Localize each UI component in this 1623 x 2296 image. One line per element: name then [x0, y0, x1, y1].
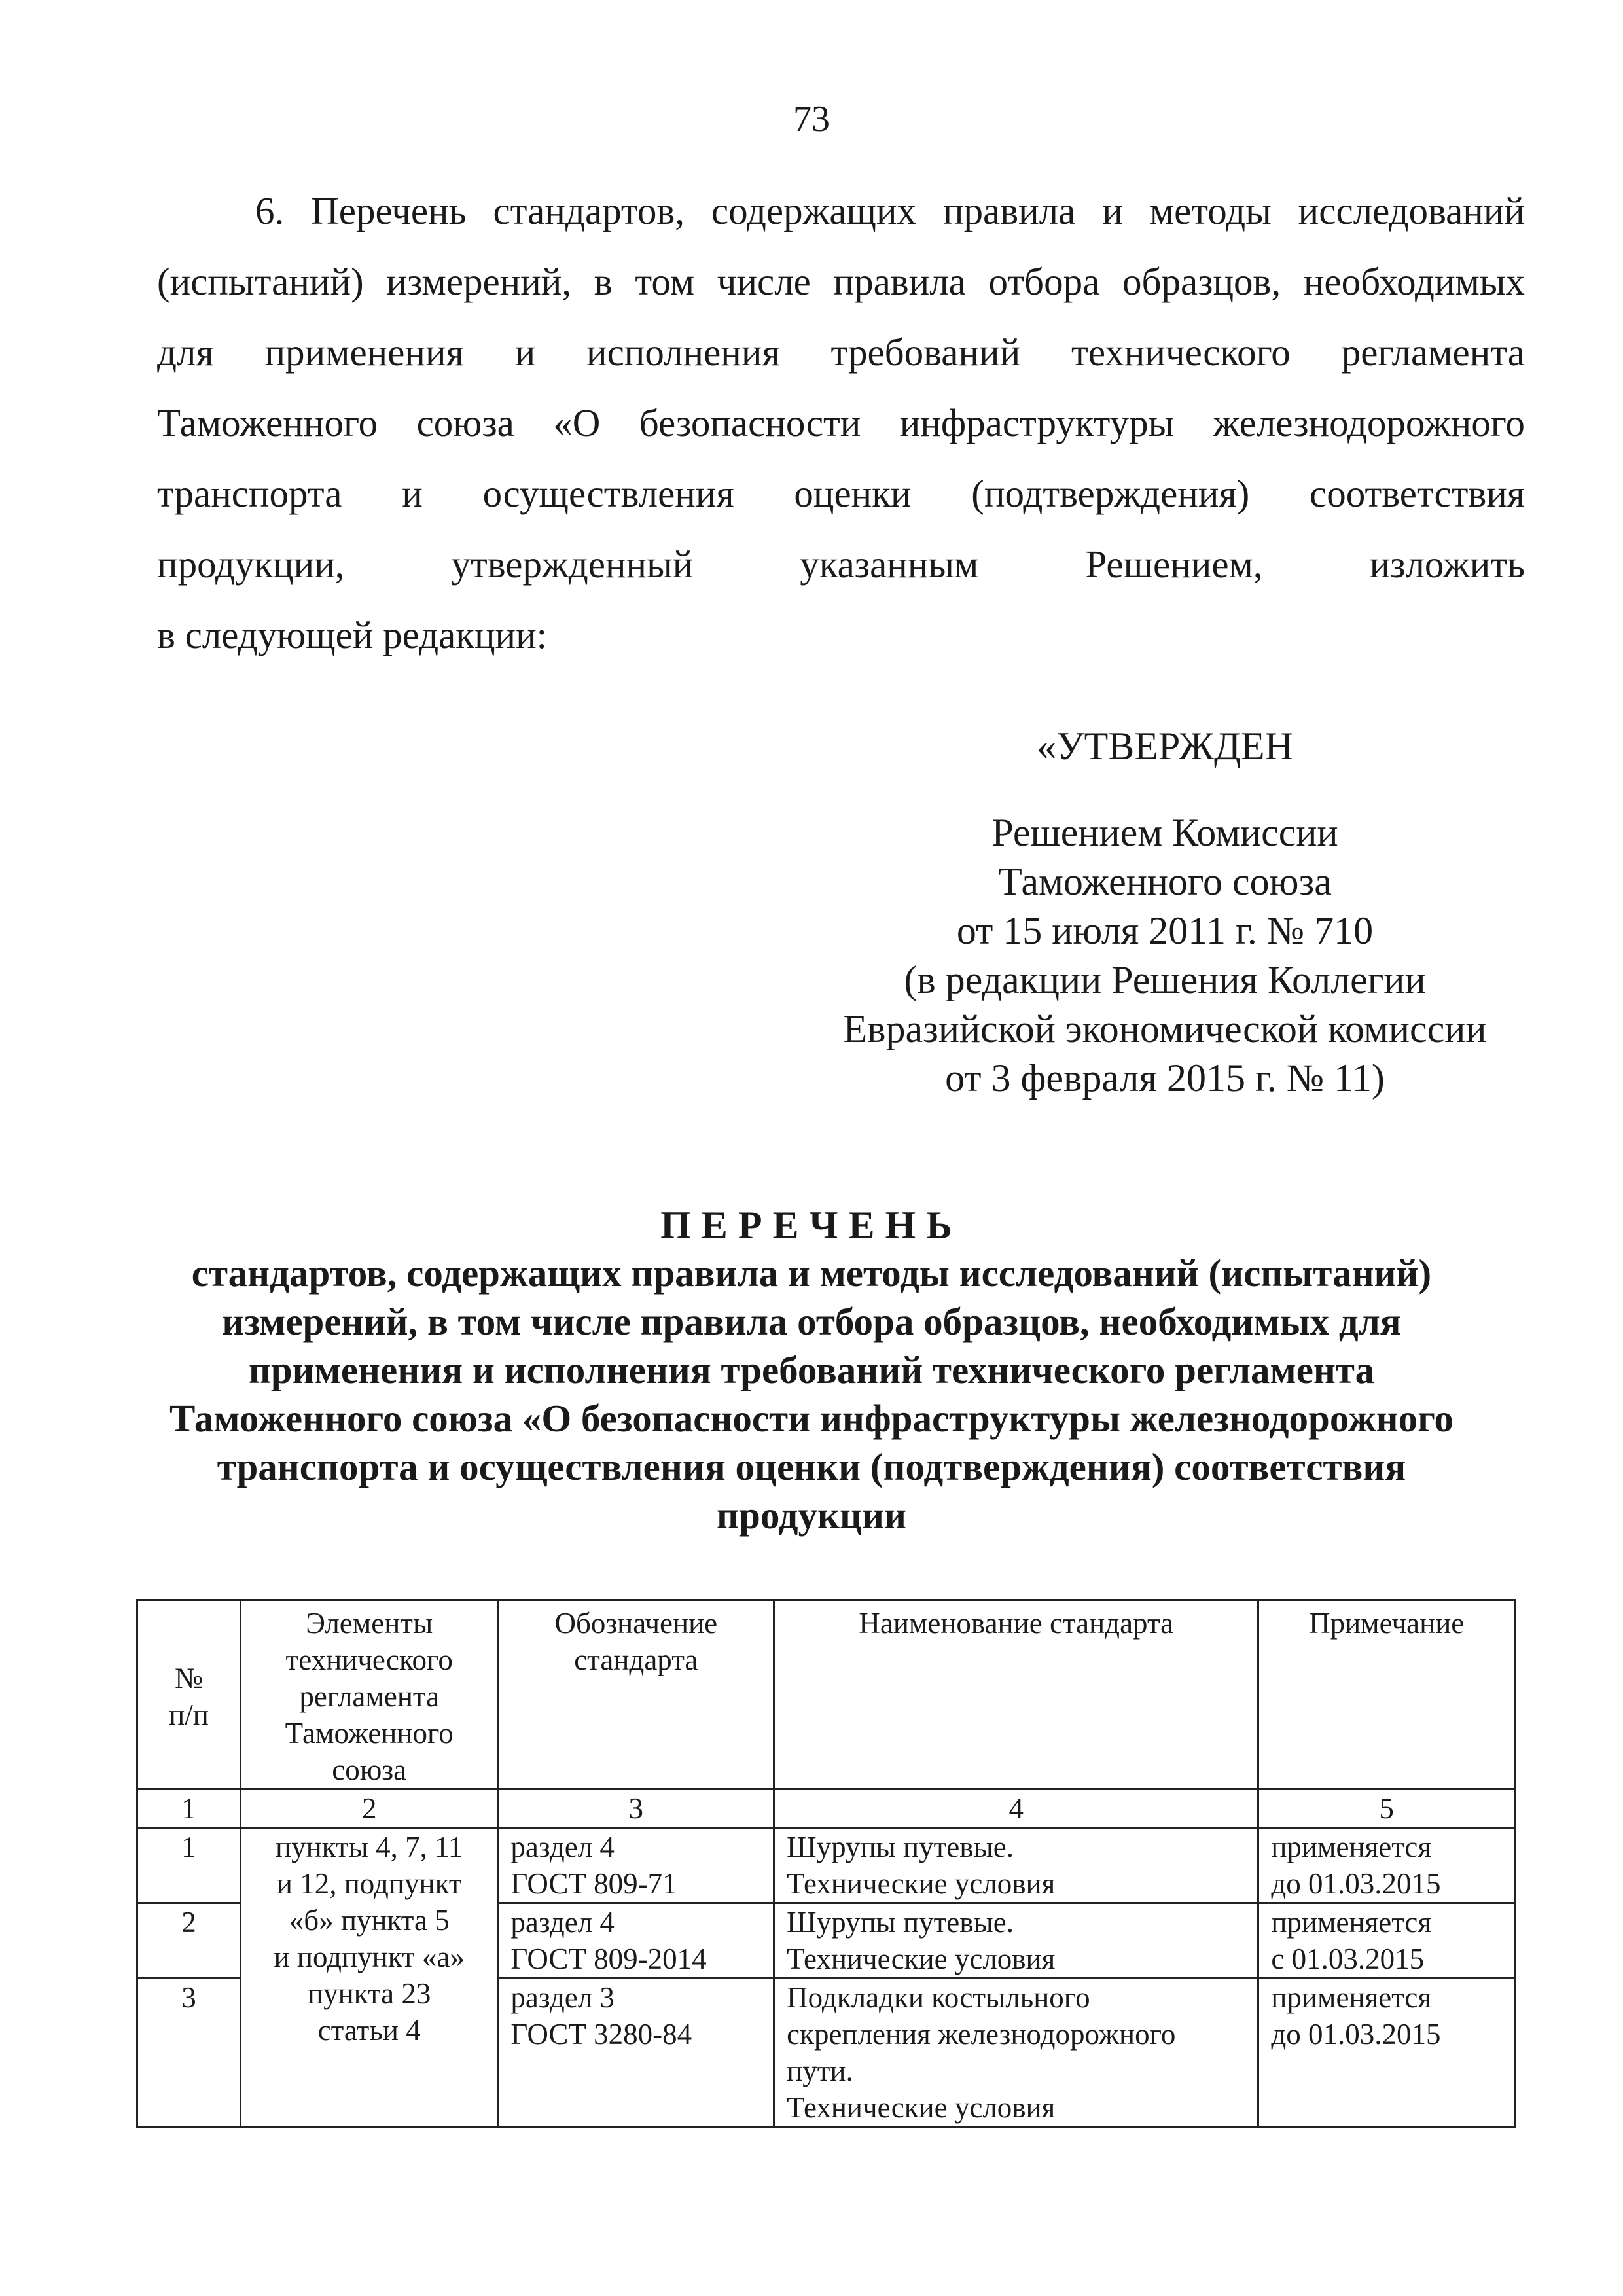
note-cell	[1258, 1903, 1515, 1979]
name-line: скрепления железнодорожного	[787, 2018, 1176, 2051]
name-line: Технические условия	[787, 2091, 1056, 2124]
note-cell	[1258, 1979, 1515, 2127]
designation-line: ГОСТ 3280-84	[510, 2018, 692, 2051]
note-line: применяется	[1271, 1831, 1432, 1863]
note-line: до 01.03.2015	[1271, 2018, 1441, 2051]
shared-elements-cell	[241, 1828, 498, 2127]
designation-line: раздел 3	[510, 1981, 615, 2014]
row-num: 1	[137, 1828, 241, 1903]
elements-line: пункты 4, 7, 11	[276, 1831, 463, 1863]
approval-line: от 3 февраля 2015 г. № 11)	[945, 1056, 1385, 1100]
designation-line: ГОСТ 809-2014	[510, 1943, 707, 1975]
header-designation-line: Обозначение	[554, 1607, 718, 1640]
name-line: Технические условия	[787, 1943, 1056, 1975]
table-row	[137, 1828, 1515, 1903]
approval-stamp	[825, 720, 1505, 1103]
name-line: Подкладки костыльного	[787, 1981, 1090, 2014]
header-elements-line: технического	[285, 1643, 453, 1676]
intro-line: транспорта и осуществления оценки (подтверждения) соответствия	[157, 472, 1525, 515]
name-line: Шурупы путевые.	[787, 1906, 1014, 1939]
intro-line: для применения и исполнения требований технического регламента	[157, 331, 1525, 374]
list-subtitle-line: применения и исполнения требований технического регламента	[248, 1348, 1375, 1391]
header-elements-line: Таможенного	[285, 1717, 454, 1749]
header-num	[137, 1600, 241, 1789]
intro-line: Таможенного союза «О безопасности инфраструктуры железнодорожного	[157, 401, 1525, 444]
row-num: 2	[137, 1903, 241, 1979]
note-line: с 01.03.2015	[1271, 1943, 1425, 1975]
column-number: 2	[241, 1789, 498, 1828]
header-note: Примечание	[1258, 1600, 1515, 1789]
column-number: 3	[498, 1789, 774, 1828]
header-elements	[241, 1600, 498, 1789]
intro-paragraph	[157, 175, 1525, 670]
intro-line: (испытаний) измерений, в том числе правила отбора образцов, необходимых	[157, 260, 1525, 303]
designation-cell	[498, 1828, 774, 1903]
designation-cell	[498, 1979, 774, 2127]
list-subtitle-line: продукции	[717, 1494, 906, 1537]
name-line: пути.	[787, 2054, 853, 2087]
elements-line: и 12, подпункт	[276, 1867, 462, 1900]
list-title: ПЕРЕЧЕНЬ	[660, 1204, 963, 1247]
header-elements-line: союза	[332, 1753, 407, 1786]
name-cell	[774, 1828, 1258, 1903]
designation-line: раздел 4	[510, 1906, 615, 1939]
intro-line: в следующей редакции:	[157, 613, 548, 656]
list-subtitle-line: транспорта и осуществления оценки (подтверждения) соответствия	[217, 1445, 1406, 1488]
elements-line: и подпункт «а»	[274, 1941, 465, 1973]
approval-line: Решением Комиссии	[991, 811, 1338, 854]
note-line: применяется	[1271, 1981, 1432, 2014]
elements-line: статьи 4	[317, 2014, 421, 2047]
intro-line: 6. Перечень стандартов, содержащих правила и методы исследований	[255, 189, 1525, 232]
header-designation	[498, 1600, 774, 1789]
designation-line: раздел 4	[510, 1831, 615, 1863]
header-num-line: п/п	[169, 1698, 209, 1731]
header-name: Наименование стандарта	[774, 1600, 1258, 1789]
list-subtitle-line: стандартов, содержащих правила и методы исследований (испытаний)	[191, 1251, 1432, 1295]
designation-line: ГОСТ 809-71	[510, 1867, 677, 1900]
header-num-line: №	[175, 1662, 203, 1695]
approval-line: Таможенного союза	[998, 860, 1332, 903]
designation-cell	[498, 1903, 774, 1979]
note-line: до 01.03.2015	[1271, 1867, 1441, 1900]
name-cell	[774, 1903, 1258, 1979]
page-number: 73	[793, 99, 830, 139]
list-subtitle-line: измерений, в том числе правила отбора образцов, необходимых для	[222, 1300, 1401, 1343]
approval-line: Евразийской экономической комиссии	[843, 1007, 1487, 1050]
column-number: 4	[774, 1789, 1258, 1828]
elements-line: «б» пункта 5	[289, 1904, 450, 1937]
header-elements-line: Элементы	[306, 1607, 433, 1640]
column-number: 1	[137, 1789, 241, 1828]
approval-line: от 15 июля 2011 г. № 710	[956, 909, 1374, 952]
column-number-row	[137, 1789, 1515, 1828]
name-line: Технические условия	[787, 1867, 1056, 1900]
elements-line: пункта 23	[308, 1977, 431, 2010]
column-number: 5	[1258, 1789, 1515, 1828]
name-line: Шурупы путевые.	[787, 1831, 1014, 1863]
header-elements-line: регламента	[299, 1680, 440, 1713]
list-subtitle-line: Таможенного союза «О безопасности инфраструктуры железнодорожного	[169, 1397, 1454, 1440]
list-subtitle	[144, 1249, 1479, 1539]
header-designation-line: стандарта	[574, 1643, 698, 1676]
note-cell	[1258, 1828, 1515, 1903]
approval-line: (в редакции Решения Коллегии	[904, 958, 1426, 1001]
table-header-row	[137, 1600, 1515, 1789]
standards-table	[136, 1599, 1516, 2128]
approval-heading: «УТВЕРЖДЕН	[1037, 725, 1293, 768]
row-num: 3	[137, 1979, 241, 2127]
intro-line: продукции, утвержденный указанным Решением, изложить	[157, 543, 1525, 586]
name-cell	[774, 1979, 1258, 2127]
note-line: применяется	[1271, 1906, 1432, 1939]
